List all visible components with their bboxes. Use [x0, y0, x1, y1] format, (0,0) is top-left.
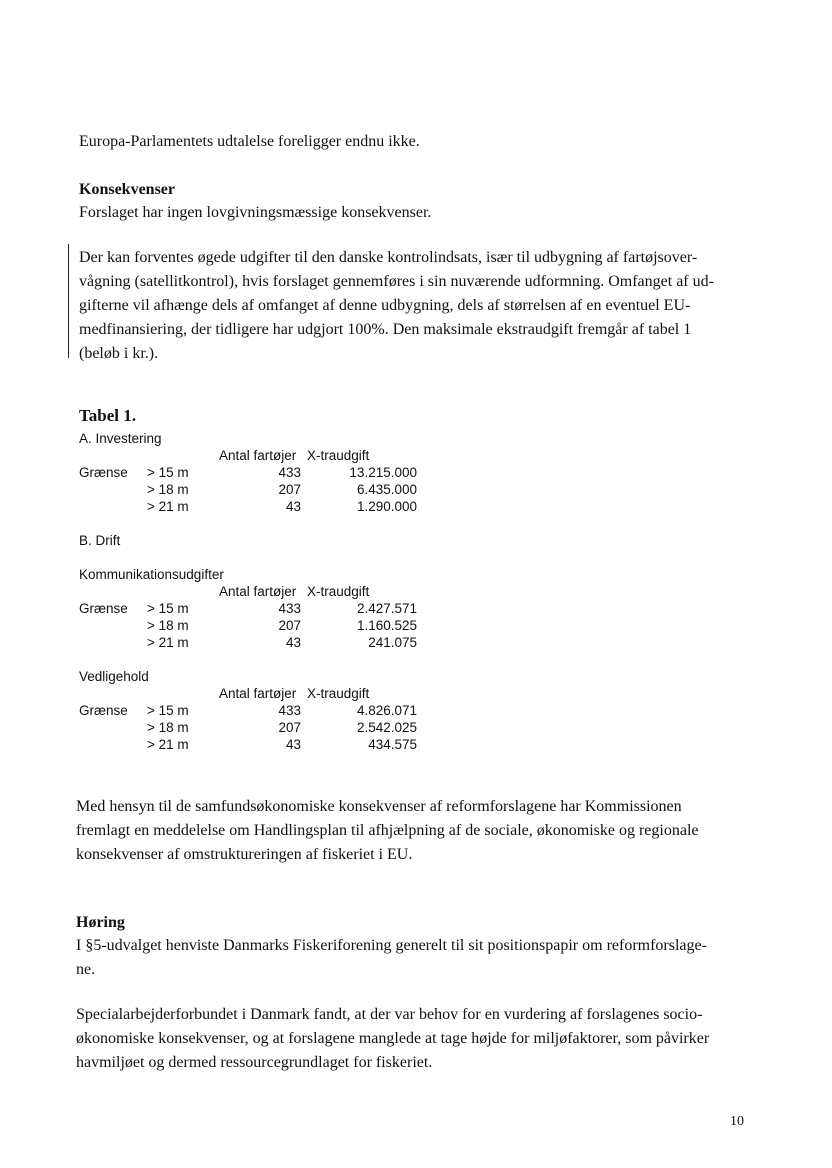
revision-bar	[68, 244, 69, 358]
paragraph-line: medfinansiering, der tidligere har udgjort 100%. Den maksimale ekstraudgift fremgår af tabel 1	[79, 321, 692, 338]
consequences-text: Forslaget har ingen lovgivningsmæssige konsekvenser.	[79, 204, 432, 221]
count-value: 43	[285, 635, 301, 650]
count-value: 207	[278, 720, 301, 735]
section-b-label: B. Drift	[79, 533, 121, 548]
cost-value: 13.215.000	[349, 465, 417, 480]
cost-value: 4.826.071	[356, 703, 417, 718]
cost-value: 1.160.525	[356, 618, 417, 633]
count-value: 43	[285, 499, 301, 514]
limit-value: > 15 m	[147, 703, 189, 718]
limit-label: Grænse	[79, 703, 128, 718]
paragraph-line: ne.	[76, 961, 96, 978]
cost-value: 241.075	[368, 635, 417, 650]
count-value: 43	[285, 737, 301, 752]
intro-text: Europa-Parlamentets udtalelse foreligger endnu ikke.	[79, 133, 420, 150]
paragraph-line: havmiljøet og dermed ressourcegrundlaget for fiskeriet.	[76, 1054, 433, 1071]
limit-value: > 21 m	[147, 499, 189, 514]
count-value: 207	[278, 618, 301, 633]
count-value: 207	[278, 482, 301, 497]
limit-value: > 18 m	[147, 618, 189, 633]
header-cost: X-traudgift	[307, 448, 370, 463]
limit-value: > 21 m	[147, 737, 189, 752]
cost-value: 2.542.025	[356, 720, 417, 735]
paragraph-line: Med hensyn til de samfundsøkonomiske konsekvenser af reformforslagene har Kommissionen	[76, 798, 682, 815]
paragraph-line: Der kan forventes øgede udgifter til den danske kontrolindsats, især til udbygning af fartøjsover-	[79, 249, 698, 266]
header-count: Antal fartøjer	[219, 584, 297, 599]
consequences-heading: Konsekvenser	[79, 181, 175, 198]
limit-label: Grænse	[79, 465, 128, 480]
limit-value: > 15 m	[147, 465, 189, 480]
limit-value: > 15 m	[147, 601, 189, 616]
paragraph-line: konsekvenser af omstruktureringen af fiskeriet i EU.	[76, 846, 413, 863]
table-title: Tabel 1.	[79, 406, 137, 425]
header-cost: X-traudgift	[307, 686, 370, 701]
page-number: 10	[730, 1114, 744, 1129]
cost-value: 2.427.571	[356, 601, 417, 616]
limit-label: Grænse	[79, 601, 128, 616]
hearing-heading: Høring	[76, 914, 125, 931]
limit-value: > 18 m	[147, 482, 189, 497]
paragraph-line: økonomiske konsekvenser, og at forslagene manglede at tage højde for miljøfaktorer, som påvirker	[76, 1030, 710, 1047]
kommunikation-label: Kommunikationsudgifter	[79, 567, 224, 582]
cost-value: 434.575	[368, 737, 417, 752]
paragraph-line: Specialarbejderforbundet i Danmark fandt, at der var behov for en vurdering af forslagenes socio-	[76, 1006, 703, 1023]
header-cost: X-traudgift	[307, 584, 370, 599]
paragraph-line: I §5-udvalget henviste Danmarks Fiskeriforening generelt til sit positionspapir om reformforslage-	[76, 937, 707, 954]
consequences-paragraph	[79, 246, 759, 366]
paragraph-line: vågning (satellitkontrol), hvis forslaget gennemføres i sin nuværende udformning. Omfanget af ud-	[79, 273, 714, 290]
header-count: Antal fartøjer	[219, 448, 297, 463]
section-a-label: A. Investering	[79, 431, 162, 446]
hearing-paragraph-2	[76, 1003, 756, 1075]
paragraph-line: gifterne vil afhænge dels af omfanget af denne udbygning, dels af størrelsen af en eventuel EU-	[79, 297, 691, 314]
limit-value: > 21 m	[147, 635, 189, 650]
count-value: 433	[278, 601, 301, 616]
paragraph-line: (beløb i kr.).	[79, 345, 159, 362]
limit-value: > 18 m	[147, 720, 189, 735]
count-value: 433	[278, 703, 301, 718]
paragraph-line: fremlagt en meddelelse om Handlingsplan til afhjælpning af de sociale, økonomiske og regionale	[76, 822, 699, 839]
cost-value: 1.290.000	[356, 499, 417, 514]
hearing-paragraph-1	[76, 934, 756, 982]
header-count: Antal fartøjer	[219, 686, 297, 701]
count-value: 433	[278, 465, 301, 480]
vedligehold-label: Vedligehold	[79, 669, 149, 684]
cost-value: 6.435.000	[356, 482, 417, 497]
socio-paragraph	[76, 795, 756, 867]
